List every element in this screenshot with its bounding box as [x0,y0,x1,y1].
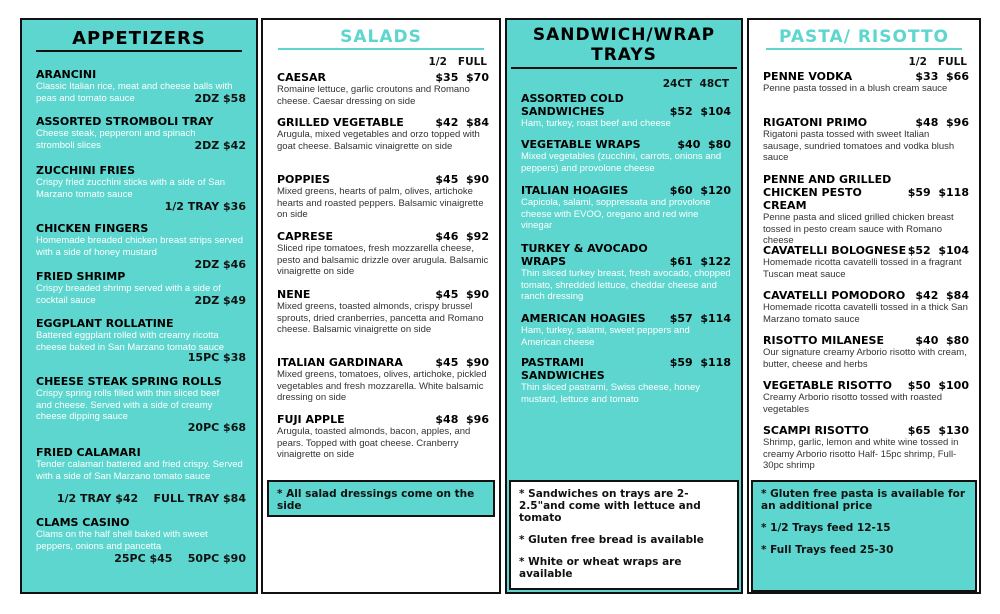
pasta-note: * Full Trays feed 25-30 [761,544,894,556]
item-price: 2DZ $58 [194,92,246,105]
item-price: $61 $122 [669,255,731,268]
item-name: ASSORTED STROMBOLI TRAY [36,115,214,128]
sandwiches-notes-box [509,480,739,590]
item-price: $45 $90 [435,356,489,369]
item-desc: Cheese steak, pepperoni and spinach stromboli slices [36,128,196,151]
pasta-title-rule [766,48,962,50]
menu-item [277,356,489,404]
item-name: VEGETABLE WRAPS [521,138,641,151]
item-name: ASSORTED COLD SANDWICHES [521,92,624,118]
item-name: CAVATELLI POMODORO [763,289,906,302]
menu-item [763,244,969,280]
sandwiches-title: SANDWICH/WRAP TRAYS [532,25,716,65]
item-desc: Clams on the half shell baked with sweet peppers, onions and pancetta [36,529,208,552]
item-desc: Crispy breaded shrimp served with a side of cocktail sauce [36,283,221,306]
item-price: 1/2 TRAY $42 FULL TRAY $84 [56,492,246,505]
item-desc: Ham, turkey, roast beef and cheese [521,118,671,129]
menu-item [36,115,246,151]
item-price: 2DZ $42 [194,139,246,152]
sandwiches-note: * Sandwiches on trays are 2-2.5"and come with lettuce and tomato [519,488,701,524]
item-price: $45 $90 [435,173,489,186]
pasta-title: PASTA/ RISOTTO [778,27,949,47]
menu-item [277,230,489,278]
item-price: $59 $118 [907,186,969,199]
item-name: PENNE VODKA [763,70,853,83]
pasta-note: * Gluten free pasta is available for an additional price [761,488,966,512]
menu-item [36,317,246,364]
item-price: $42 $84 [435,116,489,129]
item-desc: Mixed greens, tomatoes, olives, artichoke, pickled vegetables and fresh mozzarella. White balsamic dressing on side [277,369,487,403]
menu-item [763,379,969,415]
menu-item [277,116,489,152]
menu-item [36,68,246,104]
pasta-notes-box [751,480,977,592]
item-desc: Sliced ripe tomatoes, fresh mozzarella cheese, pesto and balsamic drizzle over arugula. Balsamic vinaigrette on side [277,243,489,277]
item-desc: Penne pasta and sliced grilled chicken breast tossed in pesto cream sauce with Romano cheese [763,212,954,246]
item-desc: Our signature creamy Arborio risotto with cream, butter, cheese and herbs [763,347,967,370]
item-price: 1/2 TRAY $36 [164,200,246,213]
salads-title-rule [278,48,484,50]
menu-item [763,424,969,472]
menu-item [521,312,731,348]
item-desc: Romaine lettuce, garlic croutons and Romano cheese. Caesar dressing on side [277,84,470,107]
menu-item [763,289,969,325]
item-price: $65 $130 [907,424,969,437]
item-desc: Ham, turkey, salami, sweet peppers and American cheese [521,325,690,348]
menu-item [36,375,246,434]
item-price: $35 $70 [435,71,489,84]
item-name: VEGETABLE RISOTTO [763,379,892,392]
item-desc: Mixed greens, hearts of palm, olives, artichoke hearts and roasted peppers. Balsamic vinaigrette on side [277,186,484,220]
item-price: 2DZ $46 [194,258,246,271]
item-name: ZUCCHINI FRIES [36,164,135,177]
item-price: $52 $104 [907,244,969,257]
item-price: $40 $80 [915,334,969,347]
item-price: 25PC $45 50PC $90 [114,552,246,565]
item-price: $50 $100 [907,379,969,392]
item-desc: Shrimp, garlic, lemon and white wine tossed in creamy Arborio risotto Half- 15pc shrimp, Full- 30pc shrimp [763,437,959,471]
item-price: $33 $66 [915,70,969,83]
item-price: 20PC $68 [187,421,246,434]
item-name: NENE [277,288,311,301]
item-name: RISOTTO MILANESE [763,334,884,347]
item-name: CAPRESE [277,230,334,243]
item-desc: Creamy Arborio risotto tossed with roasted vegetables [763,392,942,415]
item-desc: Tender calamari battered and fried crispy. Served with a side of San Marzano tomato sauce [36,459,243,482]
menu-item [763,173,969,247]
sandwiches-note: * White or wheat wraps are available [519,556,682,580]
item-price: $48 $96 [915,116,969,129]
item-desc: Crispy fried zucchini sticks with a side of San Marzano tomato sauce [36,177,226,200]
item-name: AMERICAN HOAGIES [521,312,646,325]
item-name: CLAMS CASINO [36,516,130,529]
item-price: $45 $90 [435,288,489,301]
sandwiches-note: * Gluten free bread is available [519,534,704,546]
salads-panel [261,18,501,594]
item-price: $59 $118 [669,356,731,369]
menu-item [763,116,969,164]
item-name: CHEESE STEAK SPRING ROLLS [36,375,222,388]
item-price: 2DZ $49 [194,294,246,307]
item-desc: Battered eggplant rolled with creamy ricotta cheese baked in San Marzano tomato sauce [36,330,225,353]
pasta-panel [747,18,981,594]
item-name: ITALIAN GARDINARA [277,356,403,369]
item-desc: Homemade ricotta cavatelli tossed in a thick San Marzano tomato sauce [763,302,968,325]
item-price: $46 $92 [435,230,489,243]
menu-item [36,446,246,505]
menu-item [277,288,489,336]
item-name: ARANCINI [36,68,97,81]
menu-item [763,334,969,370]
pasta-note: * 1/2 Trays feed 12-15 [761,522,891,534]
menu-item [521,242,731,303]
menu-item [521,92,731,130]
menu-item [521,138,731,174]
item-name: ITALIAN HOAGIES [521,184,629,197]
item-price: $57 $114 [669,312,731,325]
item-desc: Homemade ricotta cavatelli tossed in a fragrant Tuscan meat sauce [763,257,962,280]
appetizers-panel [20,18,258,594]
item-name: CAVATELLI BOLOGNESE [763,244,907,257]
item-name: TURKEY & AVOCADO WRAPS [521,242,648,268]
item-name: GRILLED VEGETABLE [277,116,404,129]
item-name: CAESAR [277,71,327,84]
item-desc: Mixed vegetables (zucchini, carrots, onions and peppers) and provolone cheese [521,151,722,174]
item-desc: Capicola, salami, soppressata and provolone cheese with EVOO, oregano and red wine vinegar [521,197,711,231]
item-desc: Homemade breaded chicken breast strips served with a side of honey mustard [36,235,243,258]
item-price: $52 $104 [669,105,731,118]
item-name: FRIED CALAMARI [36,446,141,459]
sandwiches-title-rule [511,67,737,69]
item-desc: Rigatoni pasta tossed with sweet Italian sausage, sundried tomatoes and vodka blush sauce [763,129,955,163]
item-price: $42 $84 [915,289,969,302]
item-name: RIGATONI PRIMO [763,116,868,129]
menu-item [763,70,969,95]
item-desc: Crispy spring rolls filled with thin sliced beef and cheese. Served with a side of creamy cheese dipping sauce [36,388,220,422]
item-name: FUJI APPLE [277,413,345,426]
appetizers-title: APPETIZERS [72,28,206,49]
item-name: FRIED SHRIMP [36,270,126,283]
salads-note: * All salad dressings come on the side [277,488,475,512]
item-name: SCAMPI RISOTTO [763,424,869,437]
item-name: POPPIES [277,173,331,186]
salads-col-head: 1/2 FULL [428,56,487,68]
item-desc: Thin sliced pastrami, Swiss cheese, honey mustard, lettuce and tomato [521,382,700,405]
item-desc: Arugula, mixed vegetables and orzo topped with goat cheese. Balsamic vinaigrette on side [277,129,480,152]
item-price: $40 $80 [677,138,731,151]
item-name: CHICKEN FINGERS [36,222,149,235]
menu-item [36,164,246,213]
pasta-col-head: 1/2 FULL [908,56,967,68]
menu-item [36,516,246,565]
menu-item [521,356,731,405]
item-price: $48 $96 [435,413,489,426]
sandwiches-panel [505,18,743,594]
item-desc: Thin sliced turkey breast, fresh avocado, chopped tomato, shredded lettuce, cheddar cheese and ranch dressing [521,268,731,302]
item-desc: Mixed greens, toasted almonds, crispy brussel sprouts, dried cranberries, pancetta and Romano cheese. Balsamic vinaigrette on side [277,301,484,335]
item-name: EGGPLANT ROLLATINE [36,317,174,330]
menu-item [521,184,731,232]
item-desc: Arugula, toasted almonds, bacon, apples, and pears. Topped with goat cheese. Cranberry vinaigrette on side [277,426,471,460]
salads-title: SALADS [340,27,422,47]
menu-item [277,413,489,461]
menu-item [36,222,246,271]
item-name: PASTRAMI SANDWICHES [521,356,605,382]
item-price: $60 $120 [669,184,731,197]
item-name: PENNE AND GRILLED CHICKEN PESTO CREAM [763,173,892,212]
appetizers-title-rule [36,50,242,52]
menu-item [277,173,489,221]
item-desc: Penne pasta tossed in a blush cream sauce [763,83,948,94]
item-desc: Classic Italian rice, meat and cheese balls with peas and tomato sauce [36,81,233,104]
menu-item [277,71,489,107]
menu-item [36,270,246,306]
sandwiches-col-head: 24CT 48CT [662,78,729,90]
salads-note-box [267,480,495,517]
item-price: 15PC $38 [187,351,246,364]
